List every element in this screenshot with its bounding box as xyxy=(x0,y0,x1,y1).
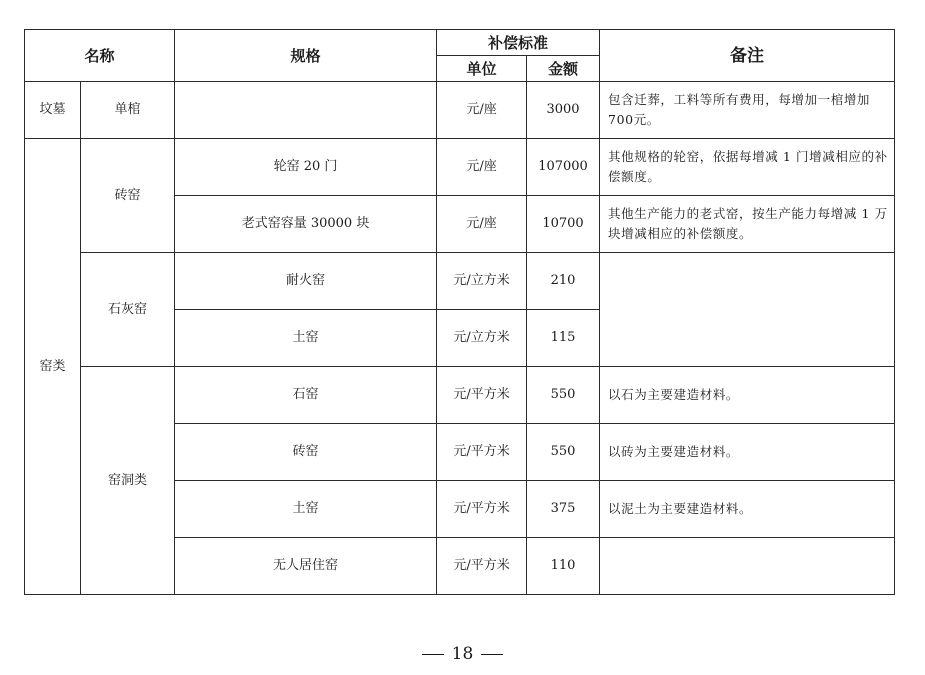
amount-cell: 10700 xyxy=(527,196,600,253)
compensation-table xyxy=(24,29,895,595)
note-cell xyxy=(600,538,895,595)
header-row-1 xyxy=(25,30,895,56)
subcategory-cell: 窑洞类 xyxy=(81,367,175,595)
amount-cell: 210 xyxy=(527,253,600,310)
page-footer xyxy=(0,644,925,664)
amount-cell: 375 xyxy=(527,481,600,538)
category-cell: 坟墓 xyxy=(25,82,81,139)
note-cell xyxy=(600,253,895,367)
spec-cell: 无人居住窑 xyxy=(175,538,437,595)
spec-cell: 轮窑 20 门 xyxy=(175,139,437,196)
unit-cell: 元/平方米 xyxy=(437,538,527,595)
amount-cell: 107000 xyxy=(527,139,600,196)
amount-cell: 115 xyxy=(527,310,600,367)
table-row xyxy=(25,253,895,310)
header-spec: 规格 xyxy=(175,30,437,82)
table-row xyxy=(25,82,895,139)
unit-cell: 元/座 xyxy=(437,139,527,196)
subcategory-cell: 单棺 xyxy=(81,82,175,139)
unit-cell: 元/平方米 xyxy=(437,481,527,538)
note-cell: 包含迁葬，工料等所有费用，每增加一棺增加700元。 xyxy=(600,82,895,139)
spec-cell: 土窑 xyxy=(175,310,437,367)
amount-cell: 110 xyxy=(527,538,600,595)
footer-dash-right xyxy=(481,654,503,655)
note-cell: 以砖为主要建造材料。 xyxy=(600,424,895,481)
subcategory-cell: 石灰窑 xyxy=(81,253,175,367)
header-note: 备注 xyxy=(600,30,895,82)
note-cell: 以石为主要建造材料。 xyxy=(600,367,895,424)
spec-cell: 老式窑容量 30000 块 xyxy=(175,196,437,253)
header-name: 名称 xyxy=(25,30,175,82)
unit-cell: 元/座 xyxy=(437,82,527,139)
spec-cell xyxy=(175,82,437,139)
table-row xyxy=(25,139,895,196)
page-number: 18 xyxy=(451,644,474,664)
amount-cell: 550 xyxy=(527,424,600,481)
table-row xyxy=(25,367,895,424)
footer-dash-left xyxy=(422,654,444,655)
subcategory-cell: 砖窑 xyxy=(81,139,175,253)
note-cell: 其他规格的轮窑，依据每增减 1 门增减相应的补偿额度。 xyxy=(600,139,895,196)
unit-cell: 元/平方米 xyxy=(437,424,527,481)
spec-cell: 砖窑 xyxy=(175,424,437,481)
unit-cell: 元/座 xyxy=(437,196,527,253)
category-cell: 窑类 xyxy=(25,139,81,595)
unit-cell: 元/平方米 xyxy=(437,367,527,424)
spec-cell: 土窑 xyxy=(175,481,437,538)
note-cell: 其他生产能力的老式窑，按生产能力每增减 1 万块增减相应的补偿额度。 xyxy=(600,196,895,253)
unit-cell: 元/立方米 xyxy=(437,253,527,310)
unit-cell: 元/立方米 xyxy=(437,310,527,367)
amount-cell: 3000 xyxy=(527,82,600,139)
header-unit: 单位 xyxy=(437,56,527,82)
header-standard: 补偿标准 xyxy=(437,30,600,56)
spec-cell: 耐火窑 xyxy=(175,253,437,310)
header-amount: 金额 xyxy=(527,56,600,82)
note-cell: 以泥土为主要建造材料。 xyxy=(600,481,895,538)
spec-cell: 石窑 xyxy=(175,367,437,424)
amount-cell: 550 xyxy=(527,367,600,424)
